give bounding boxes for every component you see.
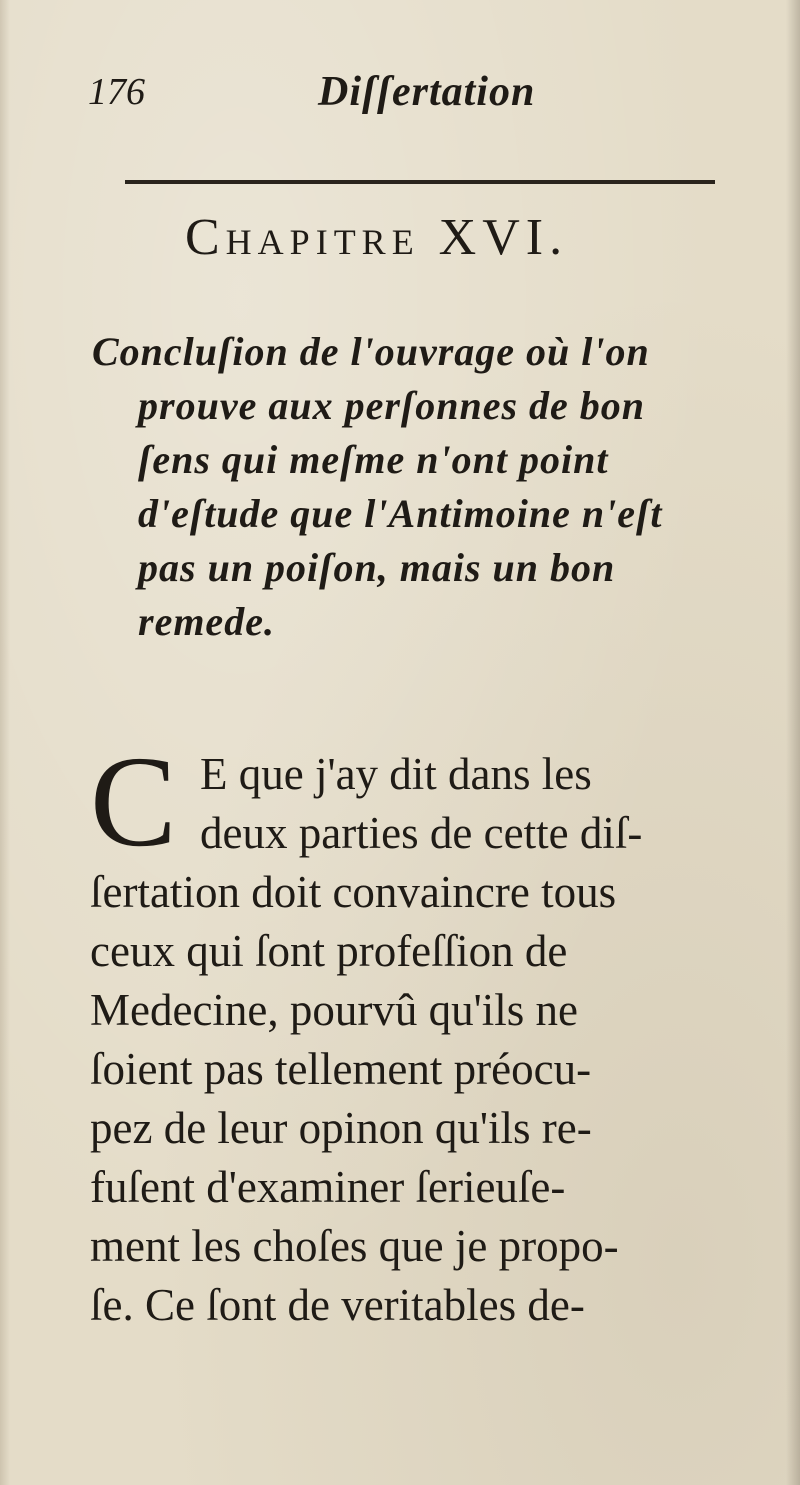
running-head <box>88 70 708 120</box>
body-line: fuſent d'examiner ſerieuſe- <box>90 1162 566 1212</box>
header-rule <box>125 180 715 184</box>
body-line: deux parties de cette diſ- <box>200 808 643 858</box>
summary-line: d'eſtude que l'Antimoine n'eſt <box>138 491 663 536</box>
drop-cap: C <box>90 730 177 874</box>
body-line: ceux qui ſont profeſſion de <box>90 926 568 976</box>
body-paragraph <box>90 730 740 1335</box>
running-title: Diſſertation <box>318 69 536 115</box>
page-number: 176 <box>88 71 145 113</box>
body-line: ſoient pas tellement préocu- <box>90 1044 592 1094</box>
body-line: ſe. Ce ſont de veritables de- <box>90 1280 585 1330</box>
summary-line: ſens qui meſme n'ont point <box>138 437 609 482</box>
chapter-summary <box>92 325 742 649</box>
summary-line: pas un poiſon, mais un bon <box>138 545 616 590</box>
summary-line: Concluſion de l'ouvrage où l'on <box>92 329 650 374</box>
page-right-edge-shadow <box>786 0 800 1485</box>
summary-line: prouve aux perſonnes de bon <box>138 383 646 428</box>
body-line: Medecine, pourvû qu'ils ne <box>90 985 578 1035</box>
summary-line: remede. <box>138 599 275 644</box>
page-left-edge-shadow <box>0 0 10 1485</box>
body-line: E que j'ay dit dans les <box>200 749 592 799</box>
body-line: ment les choſes que je propo- <box>90 1221 619 1271</box>
body-line: ſertation doit convaincre tous <box>90 867 617 917</box>
chapter-heading: Chapitre XVI. <box>185 209 569 266</box>
body-line: pez de leur opinon qu'ils re- <box>90 1103 592 1153</box>
